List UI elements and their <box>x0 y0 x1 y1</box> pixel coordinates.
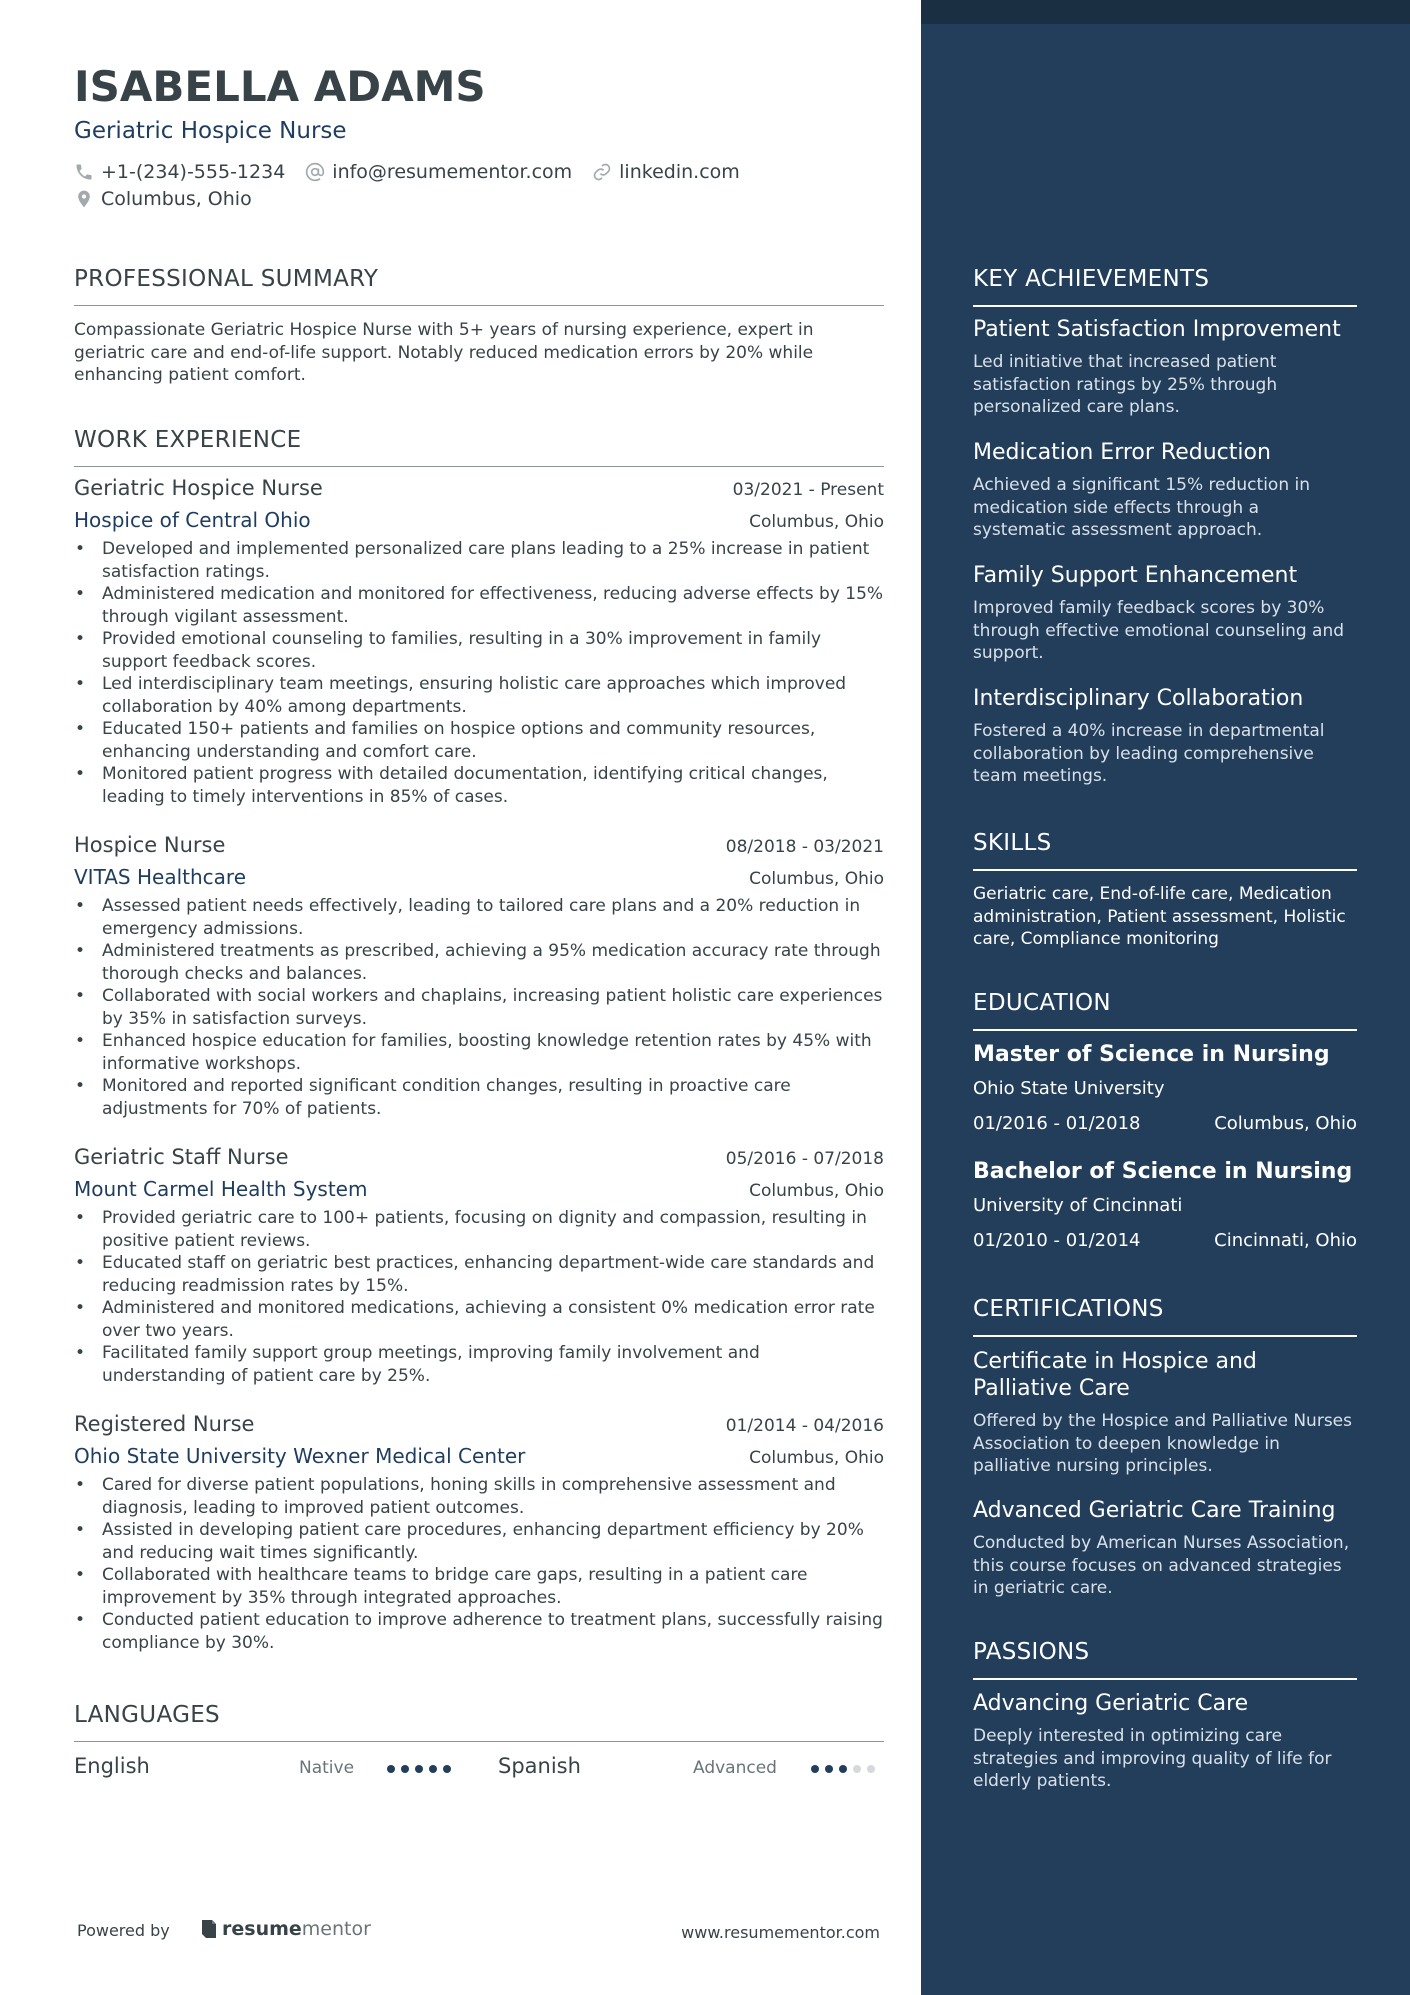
phone-text: +1-(234)-555-1234 <box>101 161 286 183</box>
rating-dot-filled <box>825 1765 833 1773</box>
candidate-role: Geriatric Hospice Nurse <box>74 118 347 144</box>
rating-dot-filled <box>429 1765 437 1773</box>
contact-row <box>74 161 760 183</box>
education-degree: Bachelor of Science in Nursing <box>973 1159 1353 1184</box>
brand-name-bold: resume <box>222 1918 302 1940</box>
language-name: Spanish <box>498 1754 581 1778</box>
job-location: Columbus, Ohio <box>749 1181 884 1201</box>
job-title: Registered Nurse <box>74 1412 255 1436</box>
brand-logo-icon <box>200 1918 218 1940</box>
certification-text: Conducted by American Nurses Association, this course focuses on advanced strategies in geriatric care. <box>973 1533 1350 1598</box>
achievement-text: Achieved a significant 15% reduction in medication side effects through a systematic assessment approach. <box>973 475 1310 540</box>
location-text: Columbus, Ohio <box>101 188 252 210</box>
job-location: Columbus, Ohio <box>749 512 884 532</box>
job-bullets <box>74 895 884 1120</box>
job-location: Columbus, Ohio <box>749 869 884 889</box>
bullet-item: • Administered medication and monitored for effectiveness, reducing adverse effects by 15% through vigilant assessment. <box>102 583 884 628</box>
bullet-item: • Provided geriatric care to 100+ patients, focusing on dignity and compassion, resulting in positive patient reviews. <box>102 1207 884 1252</box>
bullet-item: • Facilitated family support group meetings, improving family involvement and understanding of patient care by 25%. <box>102 1342 884 1387</box>
summary-text: Compassionate Geriatric Hospice Nurse with 5+ years of nursing experience, expert in geriatric care and end-of-life support. Notably reduced medication errors by 20% while enhancing patient comfort. <box>74 320 814 385</box>
achievement-title: Medication Error Reduction <box>973 440 1271 465</box>
certification-title: Advanced Geriatric Care Training <box>973 1498 1336 1523</box>
bullet-item: • Monitored and reported significant condition changes, resulting in proactive care adjustments for 70% of patients. <box>102 1075 884 1120</box>
contact-location <box>74 188 252 210</box>
education-location: Columbus, Ohio <box>1214 1113 1357 1134</box>
job-entry <box>74 833 884 1120</box>
rating-dot-filled <box>401 1765 409 1773</box>
summary-title: PROFESSIONAL SUMMARY <box>74 266 379 292</box>
job-entry <box>74 1412 884 1654</box>
link-icon <box>592 162 612 182</box>
job-company: Ohio State University Wexner Medical Center <box>74 1444 526 1468</box>
certifications-divider <box>973 1335 1357 1337</box>
languages-row <box>74 1752 884 1782</box>
education-location: Cincinnati, Ohio <box>1214 1230 1357 1251</box>
achievement-text: Led initiative that increased patient satisfaction ratings by 25% through personalized care plans. <box>973 352 1278 417</box>
skills-title: SKILLS <box>973 830 1052 856</box>
achievement-item <box>973 685 1357 788</box>
job-location: Columbus, Ohio <box>749 1448 884 1468</box>
candidate-name: ISABELLA ADAMS <box>74 62 486 111</box>
job-company: VITAS Healthcare <box>74 865 246 889</box>
bullet-item: • Cared for diverse patient populations, honing skills in comprehensive assessment and diagnosis, leading to improved patient outcomes. <box>102 1474 884 1519</box>
bullet-item: • Led interdisciplinary team meetings, ensuring holistic care approaches which improved collaboration by 40% among departments. <box>102 673 884 718</box>
education-title: EDUCATION <box>973 990 1111 1016</box>
passion-text: Deeply interested in optimizing care strategies and improving quality of life for elderly patients. <box>973 1726 1332 1791</box>
rating-dot-empty <box>853 1765 861 1773</box>
contact-phone <box>74 161 285 183</box>
languages-divider <box>74 1741 884 1742</box>
achievement-title: Interdisciplinary Collaboration <box>973 686 1304 711</box>
contact-email[interactable] <box>305 161 572 183</box>
rating-dot-filled <box>415 1765 423 1773</box>
education-item <box>973 1158 1357 1252</box>
education-school: University of Cincinnati <box>973 1195 1183 1216</box>
job-date: 08/2018 - 03/2021 <box>725 837 884 857</box>
footer <box>74 1918 884 1948</box>
bullet-item: • Administered treatments as prescribed, achieving a 95% medication accuracy rate through thorough checks and balances. <box>102 940 884 985</box>
rating-dot-filled <box>839 1765 847 1773</box>
language-level: Native <box>299 1758 355 1778</box>
location-pin-icon <box>74 189 94 209</box>
email-text: info@resumementor.com <box>332 161 573 183</box>
job-title: Geriatric Hospice Nurse <box>74 476 323 500</box>
brand-logo[interactable] <box>200 1918 371 1940</box>
experience-divider <box>74 466 884 467</box>
job-title: Hospice Nurse <box>74 833 226 857</box>
job-company: Hospice of Central Ohio <box>74 508 311 532</box>
education-dates: 01/2016 - 01/2018 <box>973 1113 1141 1134</box>
achievements-divider <box>973 305 1357 307</box>
bullet-item: • Educated staff on geriatric best practices, enhancing department-wide care standards and reducing readmission rates by 15%. <box>102 1252 884 1297</box>
language-name: English <box>74 1754 150 1778</box>
job-bullets <box>74 1207 884 1387</box>
passions-title: PASSIONS <box>973 1639 1090 1665</box>
achievement-item <box>973 562 1357 665</box>
phone-icon <box>74 162 94 182</box>
job-entry <box>74 476 884 808</box>
achievement-text: Fostered a 40% increase in departmental collaboration by leading comprehensive team meetings. <box>973 721 1325 786</box>
sidebar <box>921 0 1410 1995</box>
job-date: 05/2016 - 07/2018 <box>725 1149 884 1169</box>
bullet-item: • Administered and monitored medications, achieving a consistent 0% medication error rate over two years. <box>102 1297 884 1342</box>
education-school: Ohio State University <box>973 1078 1165 1099</box>
bullet-item: • Assisted in developing patient care procedures, enhancing department efficiency by 20% and reducing wait times significantly. <box>102 1519 884 1564</box>
rating-dot-filled <box>443 1765 451 1773</box>
experience-title: WORK EXPERIENCE <box>74 427 302 453</box>
bullet-item: • Educated 150+ patients and families on hospice options and community resources, enhancing understanding and comfort care. <box>102 718 884 763</box>
sidebar-top-band <box>921 0 1410 24</box>
bullet-item: • Assessed patient needs effectively, leading to tailored care plans and a 20% reduction in emergency admissions. <box>102 895 884 940</box>
powered-by-text: Powered by <box>77 1921 170 1940</box>
education-divider <box>973 1029 1357 1031</box>
contact-linkedin[interactable] <box>592 161 740 183</box>
achievement-title: Patient Satisfaction Improvement <box>973 317 1341 342</box>
achievement-title: Family Support Enhancement <box>973 563 1298 588</box>
job-bullets <box>74 1474 884 1654</box>
language-rating <box>811 1765 881 1773</box>
language-rating <box>387 1765 457 1773</box>
rating-dot-filled <box>811 1765 819 1773</box>
passions-divider <box>973 1678 1357 1680</box>
rating-dot-empty <box>867 1765 875 1773</box>
skills-divider <box>973 869 1357 871</box>
job-title: Geriatric Staff Nurse <box>74 1145 289 1169</box>
job-company: Mount Carmel Health System <box>74 1177 368 1201</box>
bullet-item: • Collaborated with social workers and chaplains, increasing patient holistic care experiences by 35% in satisfaction surveys. <box>102 985 884 1030</box>
certifications-title: CERTIFICATIONS <box>973 1296 1164 1322</box>
passion-title: Advancing Geriatric Care <box>973 1691 1249 1716</box>
linkedin-text: linkedin.com <box>619 161 740 183</box>
skills-text: Geriatric care, End-of-life care, Medication administration, Patient assessment, Holistic care, Compliance monitoring <box>973 884 1346 949</box>
at-sign-icon <box>305 162 325 182</box>
passion-item <box>973 1690 1357 1793</box>
bullet-item: • Collaborated with healthcare teams to bridge care gaps, resulting in a patient care improvement by 35% through integrated approaches. <box>102 1564 884 1609</box>
website-link[interactable]: www.resumementor.com <box>681 1923 880 1942</box>
bullet-item: • Provided emotional counseling to families, resulting in a 30% improvement in family support feedback scores. <box>102 628 884 673</box>
achievement-text: Improved family feedback scores by 30% through effective emotional counseling and support. <box>973 598 1345 663</box>
education-dates: 01/2010 - 01/2014 <box>973 1230 1141 1251</box>
language-level: Advanced <box>693 1758 777 1778</box>
job-date: 01/2014 - 04/2016 <box>725 1416 884 1436</box>
job-date: 03/2021 - Present <box>732 480 884 500</box>
certification-title: Certificate in Hospice and Palliative Care <box>973 1349 1257 1401</box>
job-bullets <box>74 538 884 808</box>
location-row <box>74 188 272 210</box>
certification-item <box>973 1497 1357 1600</box>
education-degree: Master of Science in Nursing <box>973 1042 1330 1067</box>
brand-name-light: mentor <box>301 1918 371 1940</box>
achievement-item <box>973 316 1357 419</box>
certification-text: Offered by the Hospice and Palliative Nurses Association to deepen knowledge in palliative nursing principles. <box>973 1411 1352 1476</box>
rating-dot-filled <box>387 1765 395 1773</box>
achievement-item <box>973 439 1357 542</box>
bullet-item: • Monitored patient progress with detailed documentation, identifying critical changes, leading to timely interventions in 85% of cases. <box>102 763 884 808</box>
job-entry <box>74 1145 884 1387</box>
bullet-item: • Developed and implemented personalized care plans leading to a 25% increase in patient satisfaction ratings. <box>102 538 884 583</box>
languages-title: LANGUAGES <box>74 1702 220 1728</box>
bullet-item: • Enhanced hospice education for families, boosting knowledge retention rates by 45% with informative workshops. <box>102 1030 884 1075</box>
summary-divider <box>74 305 884 306</box>
bullet-item: • Conducted patient education to improve adherence to treatment plans, successfully raising compliance by 30%. <box>102 1609 884 1654</box>
education-item <box>973 1041 1357 1135</box>
achievements-title: KEY ACHIEVEMENTS <box>973 266 1210 292</box>
certification-item <box>973 1348 1357 1478</box>
